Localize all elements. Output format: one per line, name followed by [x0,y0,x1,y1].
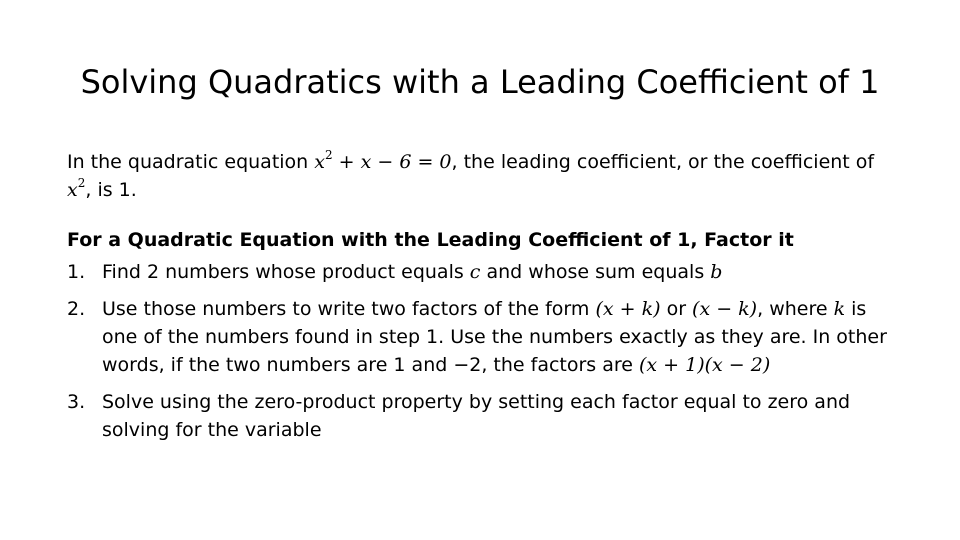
list-item-step-3 [67,388,897,444]
intro-paragraph [67,148,897,204]
list-item-step-1 [67,258,897,286]
list-item-step-2 [67,295,897,379]
variable-c: c [469,261,481,283]
variable-k: k [833,298,846,320]
equation-rest: + x − 6 = 0 [332,151,452,173]
step-text: and whose sum equals [480,261,711,283]
step-number: 3. [67,391,86,413]
slide-title: Solving Quadratics with a Leading Coefficient of 1 [80,63,880,101]
coefficient-exponent: 2 [77,176,86,190]
step-number: 1. [67,261,86,283]
intro-text-2: , the leading coefficient, or the coefficient of [451,151,875,173]
equation-base: x [314,151,325,173]
factor-form-plus: (x + k) [595,298,661,320]
intro-text-1: In the quadratic equation [67,151,315,173]
step-text: or [660,298,693,320]
step-text: Use those numbers to write two factors of the form [102,298,596,320]
step-text: Solve using the zero-product property by setting each factor equal to zero and solving for the variable [102,391,851,441]
example-factors: (x + 1)(x − 2) [639,354,771,376]
equation-exponent: 2 [324,148,333,162]
step-text: Find 2 numbers whose product equals [102,261,470,283]
coefficient-base: x [67,179,78,201]
factor-form-minus: (x − k) [692,298,758,320]
steps-list [67,258,897,444]
section-heading: For a Quadratic Equation with the Leading Coefficient of 1, Factor it [67,229,794,251]
step-number: 2. [67,298,86,320]
intro-text-3: , is 1. [85,179,137,201]
step-text: , where [757,298,834,320]
step-text: is one of the numbers found in step 1. Use the numbers exactly as they are. In other words, if the two numbers are 1 and −2, the factors are [102,298,887,376]
variable-b: b [710,261,723,283]
slide-content [67,148,897,453]
